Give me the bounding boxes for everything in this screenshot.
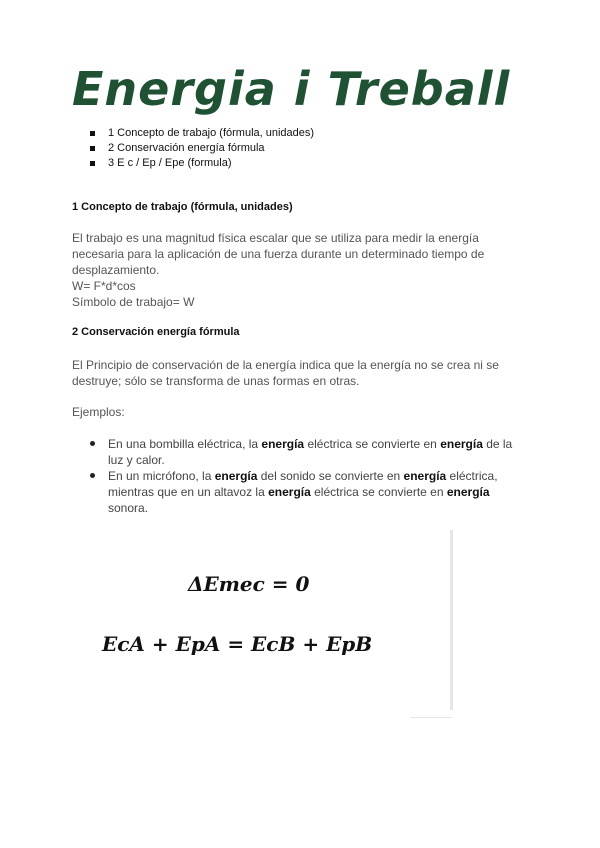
table-of-contents: [90, 126, 314, 171]
list-item: En una bombilla eléctrica, la energía eléctrica se convierte en energía de la luz y calor.: [90, 436, 520, 468]
toc-item: 3 E c / Ep / Epe (formula): [90, 156, 314, 171]
list-item: En un micrófono, la energía del sonido se convierte en energía eléctrica, mientras que en un altavoz la energía eléctrica se convierte en energía sonora.: [90, 468, 520, 516]
work-formula: W= F*d*cos: [72, 279, 136, 293]
equation-energy-conservation: EcA + EpA = EcB + EpB: [102, 632, 373, 656]
section-1-line-2: necesaria para la aplicación de una fuerza durante un determinado tiempo de: [72, 247, 485, 261]
section-1-line-1: El trabajo es una magnitud física escalar que se utiliza para medir la energía: [72, 231, 479, 245]
section-2-line-2: destruye; sólo se transforma de unas formas en otras.: [72, 374, 360, 388]
square-bullet-icon: [90, 161, 95, 166]
examples-list: [90, 436, 520, 516]
page-title: Energia i Treball: [72, 62, 511, 116]
toc-item: 1 Concepto de trabajo (fórmula, unidades): [90, 126, 314, 141]
section-2-line-1: El Principio de conservación de la energía indica que la energía no se crea ni se: [72, 358, 499, 372]
examples-label: Ejemplos:: [72, 405, 125, 419]
image-border-right: [450, 530, 453, 710]
bullet-icon: [90, 441, 95, 446]
toc-item: 2 Conservación energía fórmula: [90, 141, 314, 156]
square-bullet-icon: [90, 131, 95, 136]
section-1-heading: 1 Concepto de trabajo (fórmula, unidades): [72, 201, 293, 213]
work-symbol: Símbolo de trabajo= W: [72, 295, 195, 309]
image-border-bottom: [410, 717, 452, 718]
section-1-line-3: desplazamiento.: [72, 263, 160, 277]
section-2-heading: 2 Conservación energía fórmula: [72, 326, 240, 338]
equation-mechanical-energy: ΔEmec = 0: [188, 572, 310, 596]
square-bullet-icon: [90, 146, 95, 151]
bullet-icon: [90, 473, 95, 478]
